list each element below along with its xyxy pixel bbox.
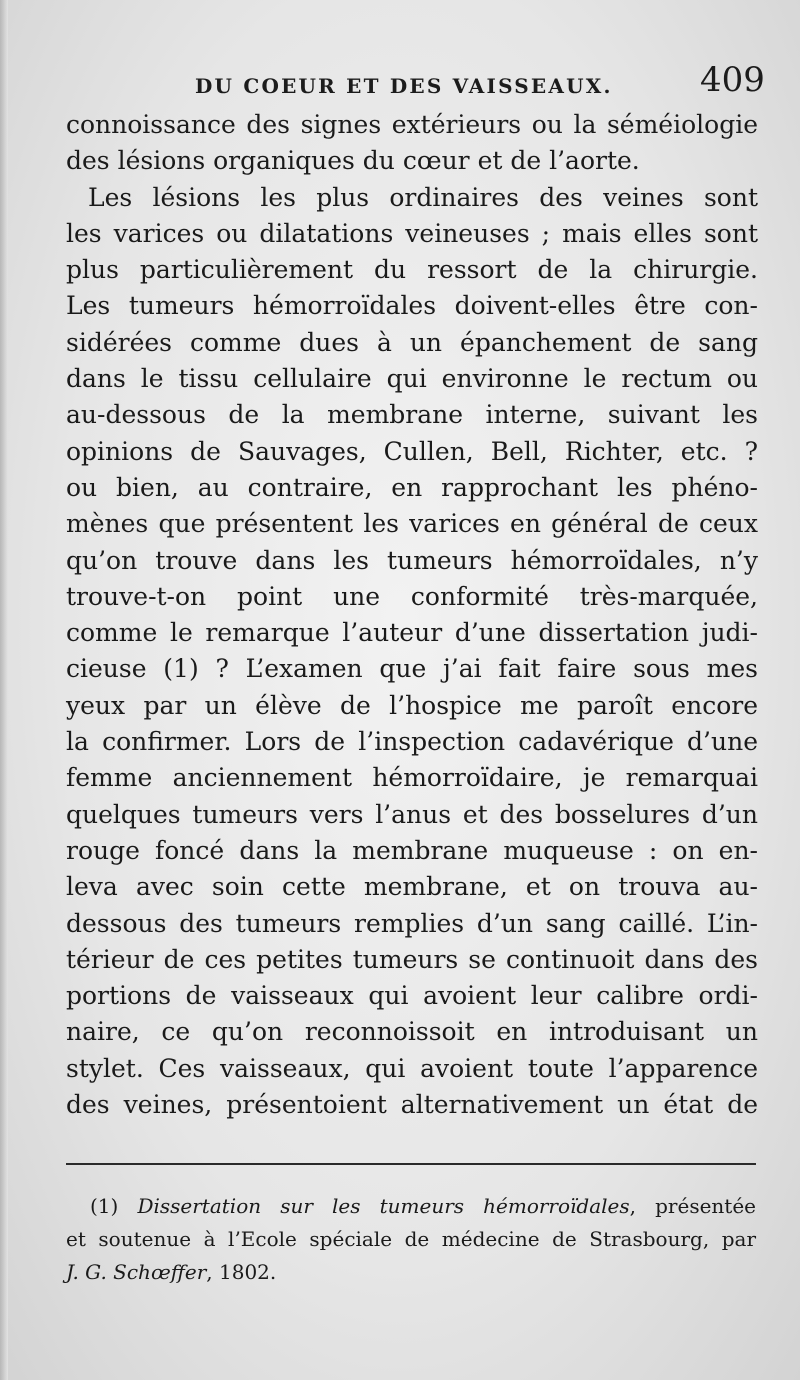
page-header — [0, 60, 800, 100]
footnote — [66, 1190, 756, 1289]
text-line: au-dessous de la membrane interne, suivant les — [66, 400, 758, 430]
text-line: Les tumeurs hémorroïdales doivent-elles être con- — [66, 291, 758, 321]
text-line: rouge foncé dans la membrane muqueuse : on en- — [66, 835, 758, 865]
text-line: leva avec soin cette membrane, et on trouva au- — [66, 872, 758, 902]
text-line: connoissance des signes extérieurs ou la séméiologie — [66, 110, 758, 139]
text-line: qu’on trouve dans les tumeurs hémorroïdales, n’y — [66, 545, 758, 575]
text-line: dessous des tumeurs remplies d’un sang caillé. L’in- — [66, 908, 758, 938]
page-gutter-shadow — [0, 0, 8, 1380]
footnote-line — [66, 1190, 756, 1223]
text-line: trouve-t-on point une conformité très-marquée, — [66, 581, 758, 611]
footnote-author: J. G. Schœffer — [66, 1260, 207, 1284]
text-line: stylet. Ces vaisseaux, qui avoient toute l’apparence — [66, 1053, 758, 1083]
text-line: sidérées comme dues à un épanchement de sang — [66, 327, 758, 357]
footnote-marker: (1) — [90, 1194, 119, 1218]
text-line: cieuse (1) ? L’examen que j’ai fait faire sous mes — [66, 654, 758, 684]
text-line: opinions de Sauvages, Cullen, Bell, Richter, etc. ? — [66, 436, 758, 466]
text-line: les varices ou dilatations veineuses ; mais elles sont — [66, 218, 758, 248]
text-line: quelques tumeurs vers l’anus et des bosselures d’un — [66, 799, 758, 829]
text-line: portions de vaisseaux qui avoient leur calibre ordi- — [66, 981, 758, 1011]
footnote-line: et soutenue à l’Ecole spéciale de médecine de Strasbourg, par — [66, 1227, 756, 1251]
text-line: Les lésions les plus ordinaires des veines sont — [88, 182, 758, 212]
text-line: yeux par un élève de l’hospice me paroît encore — [66, 690, 758, 720]
footnote-cited-title: Dissertation sur les tumeurs hémorroïdales — [137, 1194, 630, 1218]
text-line: naire, ce qu’on reconnoissoit en introduisant un — [66, 1017, 758, 1047]
text-line: des veines, présentoient alternativement un état de — [66, 1090, 758, 1120]
text-line: comme le remarque l’auteur d’une dissertation judi- — [66, 618, 758, 648]
text-line: ou bien, au contraire, en rapprochant les phéno- — [66, 472, 758, 502]
body-text — [66, 107, 758, 1123]
footnote-year: , 1802. — [206, 1260, 277, 1284]
text-line: mènes que présentent les varices en général de ceux — [66, 509, 758, 539]
running-title: DU COEUR ET DES VAISSEAUX. — [195, 74, 613, 98]
text-line: la confirmer. Lors de l’inspection cadavérique d’une — [66, 727, 758, 757]
text-line: dans le tissu cellulaire qui environne le rectum ou — [66, 364, 758, 394]
footnote-divider — [66, 1163, 756, 1165]
footnote-text: , présentée — [629, 1194, 757, 1218]
footnote-line — [66, 1256, 756, 1289]
page-number: 409 — [700, 60, 765, 100]
text-line: femme anciennement hémorroïdaire, je remarquai — [66, 763, 758, 793]
text-line: térieur de ces petites tumeurs se continuoit dans des — [66, 944, 758, 974]
text-line: plus particulièrement du ressort de la chirurgie. — [66, 255, 758, 285]
text-line: des lésions organiques du cœur et de l’aorte. — [66, 146, 640, 176]
